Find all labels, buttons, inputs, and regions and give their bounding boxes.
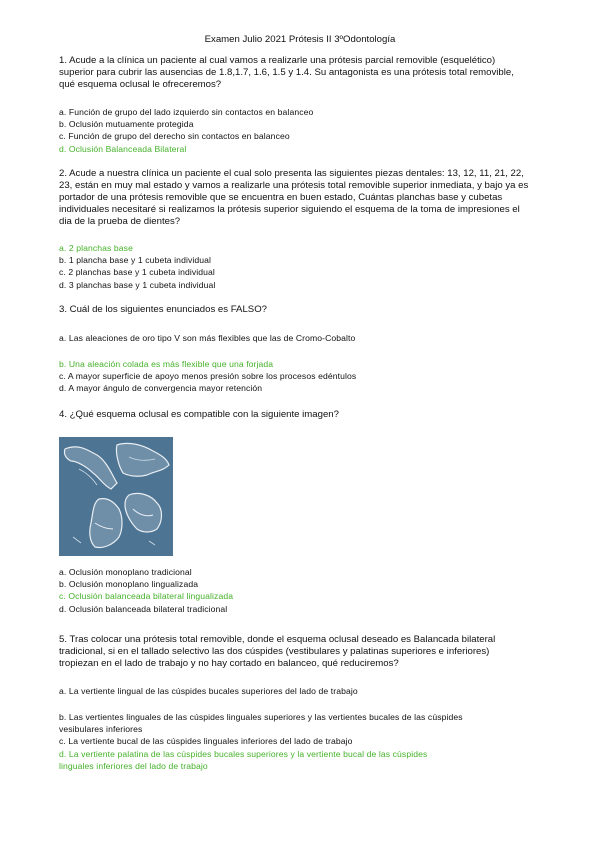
q2-option-c: c. 2 planchas base y 1 cubeta individual <box>59 267 215 278</box>
question-5-text: 5. Tras colocar una prótesis total removible, donde el esquema oclusal deseado es Balancada bilateral tradicional, si en el tallado selectivo las dos cúspides (vestibulares y palatinas superiores e inferiores) tropiezan en el lado de trabajo y no hay cortado en balanceo, qué reduciremos? <box>59 634 496 669</box>
q4-option-d: d. Oclusión balanceada bilateral tradicional <box>59 603 228 614</box>
question-3-options-group-1 <box>59 332 539 344</box>
q3-option-a: a. Las aleaciones de oro tipo V son más flexibles que las de Cromo-Cobalto <box>59 333 356 343</box>
q1-option-b: b. Oclusión mutuamente protegida <box>59 119 194 130</box>
q1-option-a: a. Función de grupo del lado izquierdo sin contactos en balanceo <box>59 107 314 117</box>
question-5-options-group-2 <box>59 711 539 772</box>
q5-option-a: a. La vertiente lingual de las cúspides bucales superiores del lado de trabajo <box>59 686 358 696</box>
question-2-text: 2. Acude a nuestra clínica un paciente el cual solo presenta las siguientes piezas dentales: 13, 12, 11, 21, 22, 23, están en muy mal estado y vamos a realizarle una prótesis total removible superior inmediata, y bajo ya es portador de una prótesis removible que se encuentra en buen estado, Cuántas planchas base y cubetas individuales necesitaré si realizamos la prótesis superior siguiendo el esquema de la toma de impresiones el dia de la prueba de dientes? <box>59 168 529 227</box>
question-1-text: 1. Acude a la clínica un paciente al cual vamos a realizarle una prótesis parcial removible (esquelético) superior para cubrir las ausencias de 1.8,1.7, 1.6, 1.5 y 1.4. Su antagonista es una prótesis total removible, qué esquema oclusal le ofreceremos? <box>59 55 514 90</box>
q4-option-a: a. Oclusión monoplano tradicional <box>59 567 192 577</box>
question-4-text: 4. ¿Qué esquema oclusal es compatible con la siguiente imagen? <box>59 409 339 420</box>
q5-option-d-line-2-correct: linguales inferiores del lado de trabajo <box>59 760 208 771</box>
q1-option-c: c. Función de grupo del derecho sin contactos en balanceo <box>59 131 290 142</box>
q5-option-b-line-1: b. Las vertientes linguales de las cúspides linguales superiores y las vertientes bucales de las cúspides <box>59 712 463 722</box>
question-1-options <box>59 106 539 155</box>
question-2-options <box>59 242 539 291</box>
question-3-text: 3. Cuál de los siguientes enunciados es FALSO? <box>59 304 267 315</box>
q2-option-a-correct: a. 2 planchas base <box>59 243 133 253</box>
q3-option-b-correct: b. Una aleación colada es más flexible que una forjada <box>59 359 274 369</box>
q2-option-b: b. 1 plancha base y 1 cubeta individual <box>59 255 212 266</box>
q5-option-c: c. La vertiente bucal de las cúspides linguales inferiores del lado de trabajo <box>59 736 353 747</box>
q3-option-d: d. A mayor ángulo de convergencia mayor retención <box>59 383 263 394</box>
occlusal-scheme-image <box>59 437 173 556</box>
tooth-diagram <box>59 437 173 556</box>
q4-option-b: b. Oclusión monoplano lingualizada <box>59 579 199 590</box>
q1-option-d-correct: d. Oclusión Balanceada Bilateral <box>59 143 187 154</box>
q5-option-d-line-1-correct: d. La vertiente palatina de las cúspides bucales superiores y la vertiente bucal de las cúspides <box>59 748 428 759</box>
q3-option-c: c. A mayor superficie de apoyo menos presión sobre los procesos edéntulos <box>59 371 357 382</box>
question-3-options-group-2 <box>59 358 539 395</box>
q4-option-c-correct: c. Oclusión balanceada bilateral lingualizada <box>59 591 234 602</box>
question-5-options-group-1 <box>59 685 539 697</box>
question-4-options <box>59 566 539 615</box>
q2-option-d: d. 3 planchas base y 1 cubeta individual <box>59 279 216 290</box>
exam-title: Examen Julio 2021 Prótesis II 3ºOdontología <box>204 34 396 45</box>
q5-option-b-line-2: vesibulares inferiores <box>59 724 143 735</box>
